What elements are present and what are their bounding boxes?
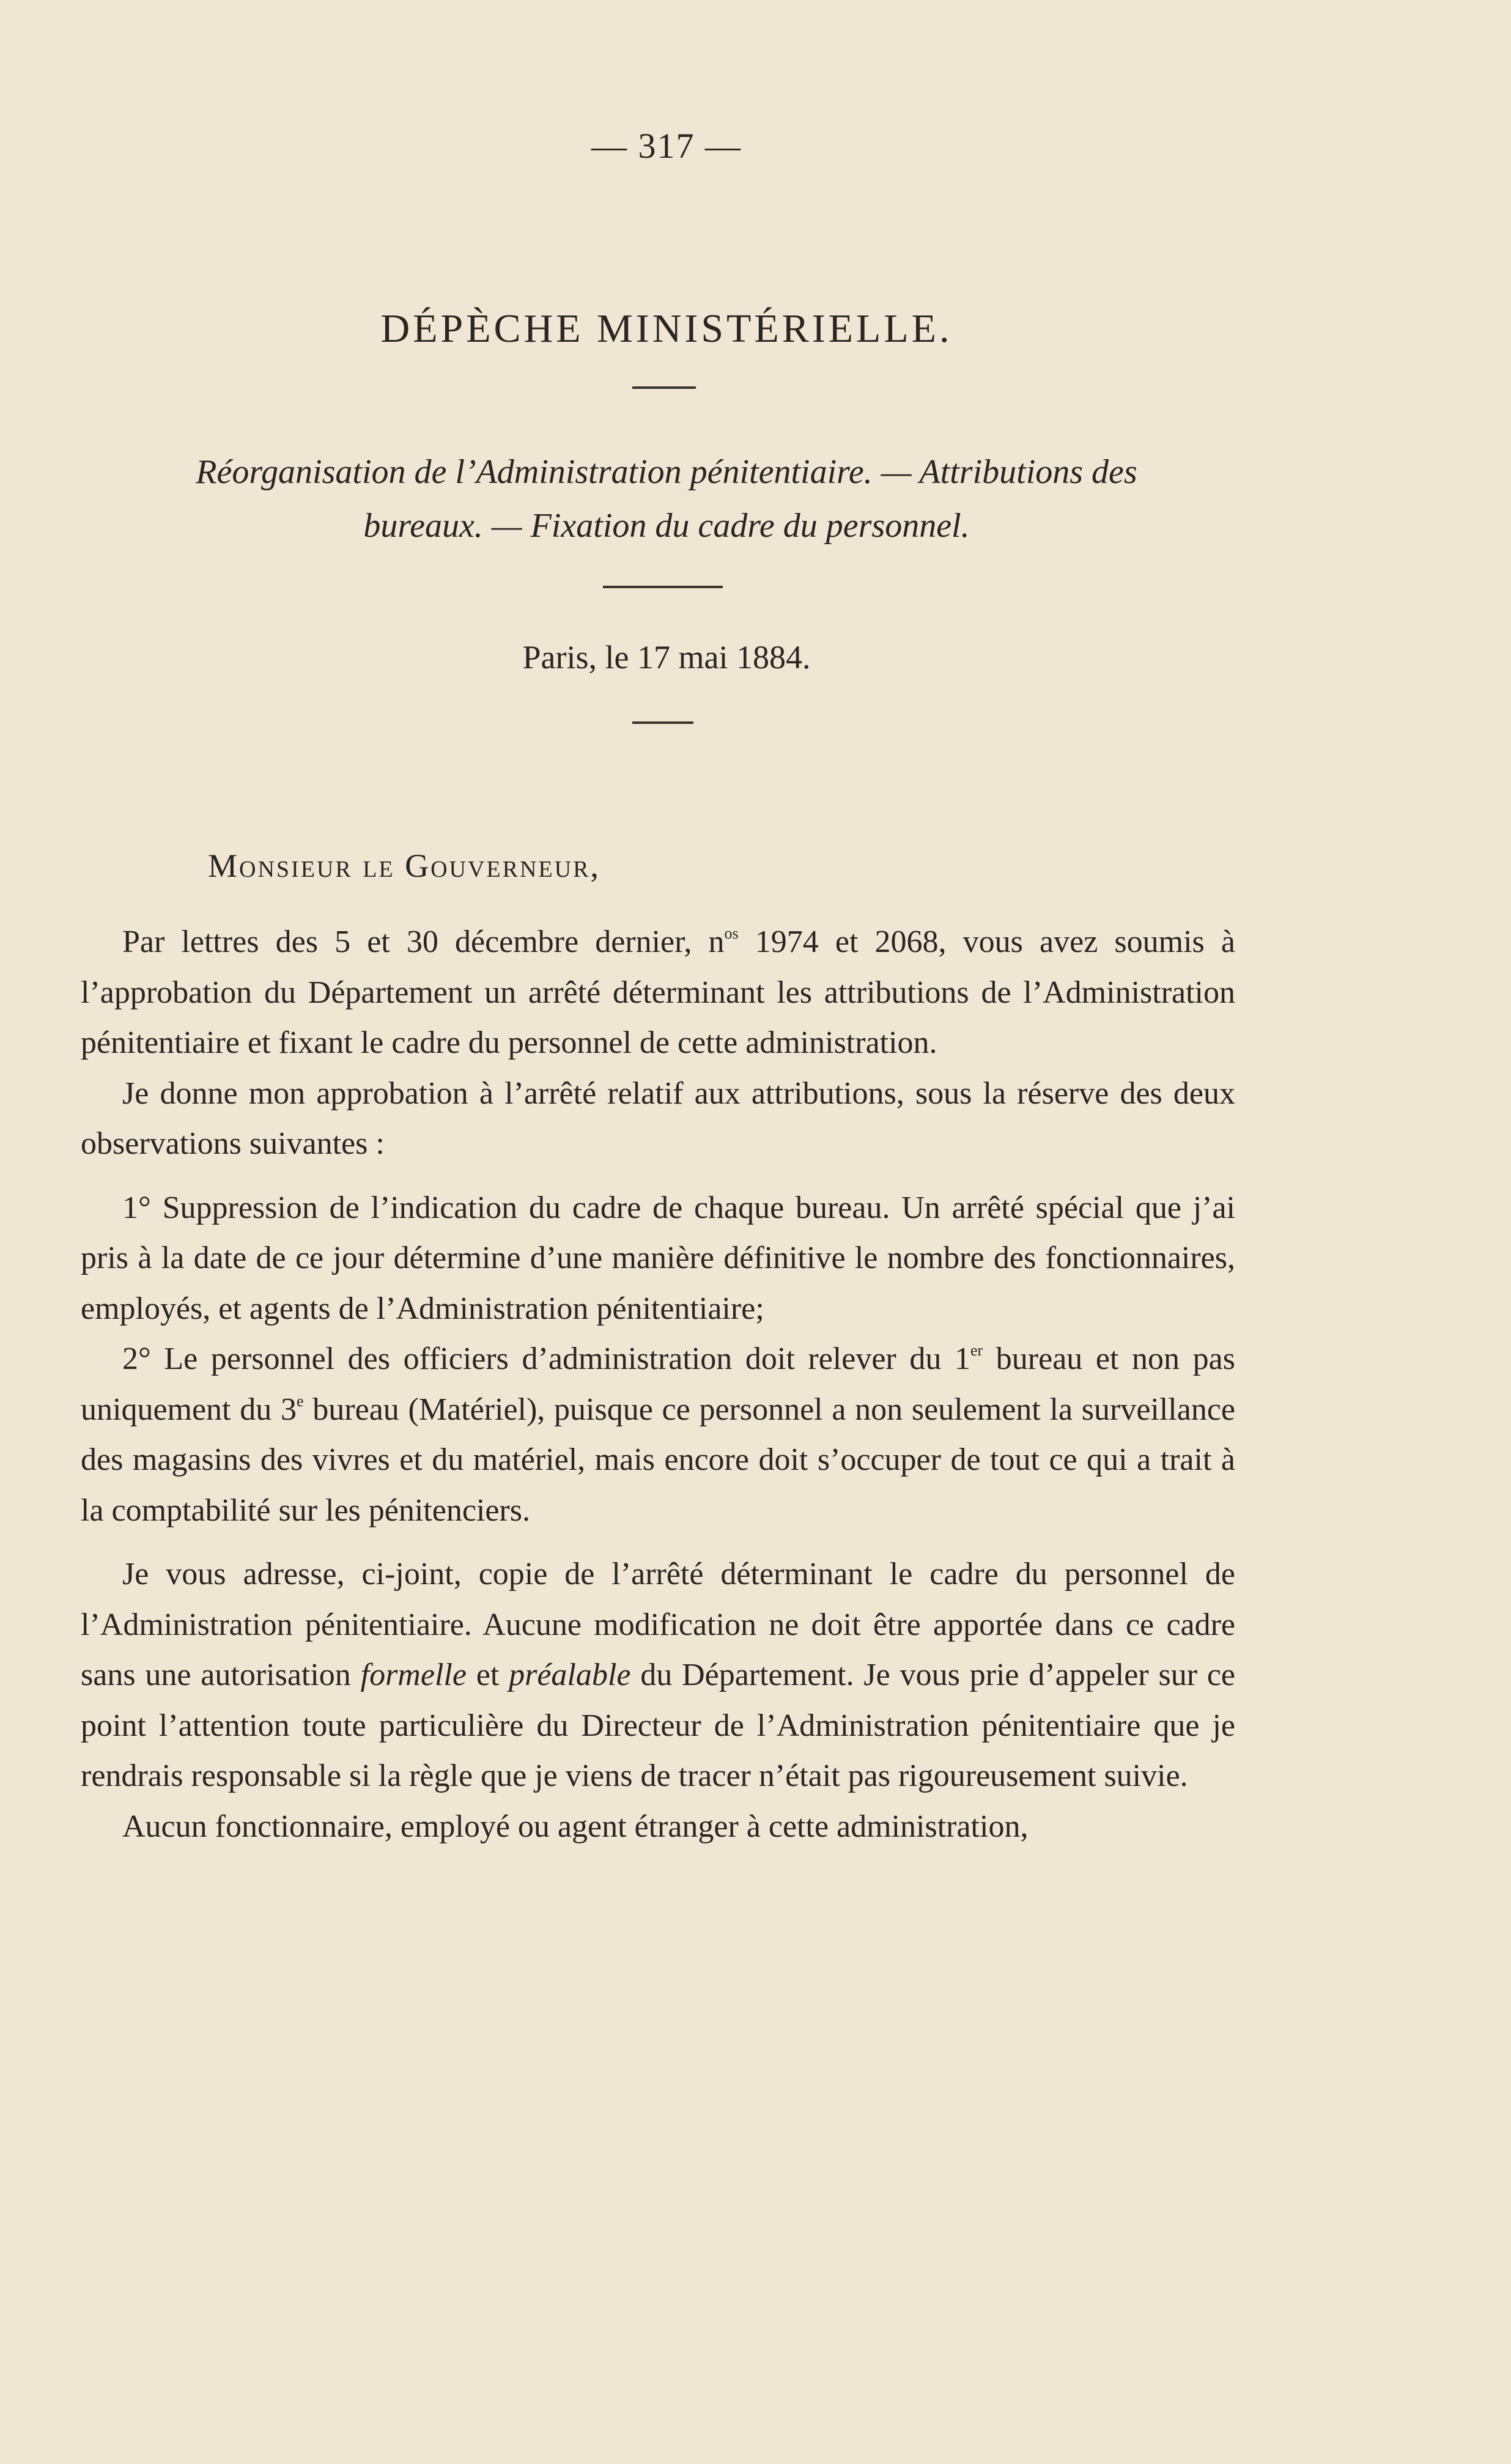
paragraph-4: 2° Le personnel des officiers d’administration doit relever du 1er bureau et non pas uniquement du 3e bureau (Matériel), puisque ce personnel a non seulement la surveillance des magasins des vivres et du matériel, mais encore doit s’occuper de tout ce qui a trait à la comptabilité sur les pénitenciers.	[81, 1341, 1235, 1528]
paragraph-5: Je vous adresse, ci-joint, copie de l’arrêté déterminant le cadre du personnel de l’Administration pénitentiaire. Aucune modification ne doit être apportée dans ce cadre sans une autorisation formelle et préalable du Département. Je vous prie d’appeler sur ce point l’attention toute particulière du Directeur de l’Administration pénitentiaire que je rendrais responsable si la règle que je viens de tracer n’était pas rigoureusement suivie.	[81, 1557, 1235, 1793]
salutation: Monsieur le Gouverneur,	[208, 847, 600, 884]
page-number: — 317 —	[591, 126, 742, 166]
paragraph-6: Aucun fonctionnaire, employé ou agent étranger à cette administration,	[122, 1809, 1029, 1844]
letter-body	[81, 917, 1235, 1852]
superscript: er	[970, 1341, 983, 1359]
dateline-divider	[632, 721, 693, 724]
dateline: Paris, le 17 mai 1884.	[522, 639, 811, 676]
subtitle-line-1: Réorganisation de l’Administration pénitentiaire. — Attributions des	[196, 453, 1137, 491]
title-divider	[632, 386, 696, 389]
subtitle-divider	[603, 586, 723, 588]
paragraph-2: Je donne mon approbation à l’arrêté relatif aux attributions, sous la réserve des deux observations suivantes :	[81, 1075, 1235, 1161]
emphasis: préalable	[509, 1658, 631, 1692]
subtitle-line-2: bureaux. — Fixation du cadre du personnel.	[363, 507, 970, 545]
superscript: os	[724, 924, 739, 942]
emphasis: formelle	[360, 1658, 467, 1692]
paragraph-3: 1° Suppression de l’indication du cadre de chaque bureau. Un arrêté spécial que j’ai pris à la date de ce jour détermine d’une manière définitive le nombre des fonctionnaires, employés, et agents de l’Administration pénitentiaire;	[81, 1190, 1235, 1326]
subtitle	[0, 445, 1333, 553]
superscript: e	[297, 1392, 304, 1410]
paragraph-1: Par lettres des 5 et 30 décembre dernier, $n^{os}$ 1974 et 2068, vous avez soumis à l’approbation du Département un arrêté déterminant les attributions de l’Administration pénitentiaire et fixant le cadre du personnel de cette administration.	[81, 924, 1235, 1060]
dispatch-title: DÉPÈCHE MINISTÉRIELLE.	[380, 306, 953, 351]
